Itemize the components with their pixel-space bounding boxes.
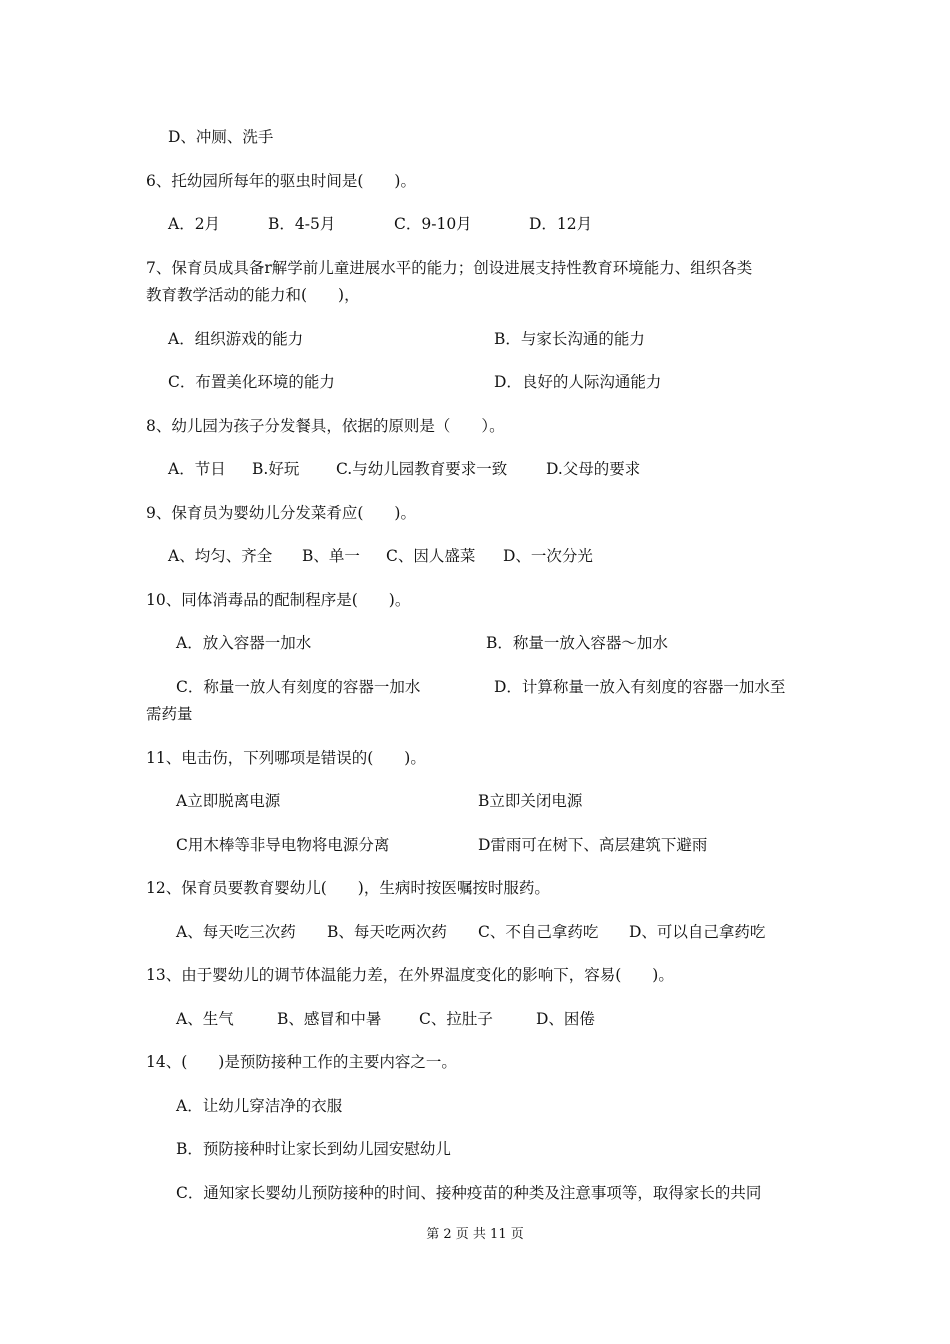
q9-stem: 9、保育员为婴幼儿分发菜肴应( )。 (146, 504, 416, 522)
q12-option-d: D、可以自己拿药吃 (629, 923, 766, 941)
q8-option-c: C.与幼儿园教育要求一致 (336, 460, 508, 478)
q7-option-d: D．良好的人际沟通能力 (494, 373, 662, 391)
q11-option-c: C用木棒等非导电物将电源分离 (176, 836, 390, 854)
q10-option-a: A．放入容器一加水 (176, 634, 312, 652)
q13-option-b: B、感冒和中暑 (277, 1010, 382, 1028)
q14-option-b: B．预防接种时让家长到幼儿园安慰幼儿 (176, 1140, 451, 1158)
q7-option-b: B．与家长沟通的能力 (494, 330, 645, 348)
q5-option-d: D、冲厕、洗手 (168, 128, 274, 146)
q8-option-b: B.好玩 (252, 460, 300, 478)
q13-option-c: C、拉肚子 (419, 1010, 493, 1028)
q13-stem: 13、由于婴幼儿的调节体温能力差，在外界温度变化的影响下，容易( )。 (146, 966, 674, 984)
q8-stem: 8、幼儿园为孩子分发餐具，依据的原则是（ ）。 (146, 417, 505, 435)
q10-option-d-wrap: 需药量 (146, 705, 193, 723)
q9-option-b: B、单一 (302, 547, 360, 565)
q13-option-a: A、生气 (176, 1010, 234, 1028)
q12-stem: 12、保育员要教育婴幼儿( )，生病时按医嘱按时服药。 (146, 879, 550, 897)
q11-stem: 11、电击伤，下列哪项是错误的( )。 (146, 749, 426, 767)
q14-option-c: C．通知家长婴幼儿预防接种的时间、接种疫苗的种类及注意事项等，取得家长的共同 (176, 1184, 762, 1202)
q9-option-d: D、一次分光 (503, 547, 593, 565)
q12-option-a: A、每天吃三次药 (176, 923, 296, 941)
q9-option-a: A、均匀、齐全 (168, 547, 273, 565)
q6-option-a: A．2月 (168, 215, 221, 233)
q8-option-a: A．节日 (168, 460, 226, 478)
q10-option-b: B．称量一放入容器～加水 (486, 634, 668, 652)
q12-option-b: B、每天吃两次药 (327, 923, 447, 941)
q14-option-a: A．让幼儿穿洁净的衣服 (176, 1097, 343, 1115)
q12-option-c: C、不自己拿药吃 (478, 923, 599, 941)
q6-stem: 6、托幼园所每年的驱虫时间是( )。 (146, 172, 416, 190)
q7-stem-line2: 教育教学活动的能力和( )， (146, 286, 360, 304)
q14-stem: 14、( )是预防接种工作的主要内容之一。 (146, 1053, 457, 1071)
q7-stem-line1: 7、保育员成具备r解学前儿童进展水平的能力；创设进展支持性教育环境能力、组织各类 (146, 259, 753, 277)
q10-option-c: C．称量一放人有刻度的容器一加水 (176, 678, 421, 696)
q11-option-b: B立即关闭电源 (478, 792, 583, 810)
q8-option-d: D.父母的要求 (546, 460, 641, 478)
q11-option-d: D雷雨可在树下、高层建筑下避雨 (478, 836, 708, 854)
q6-option-c: C．9-10月 (394, 215, 472, 233)
q13-option-d: D、困倦 (536, 1010, 595, 1028)
q6-option-d: D．12月 (529, 215, 593, 233)
q6-option-b: B．4-5月 (268, 215, 336, 233)
q10-option-d: D．计算称量一放入有刻度的容器一加水至 (494, 678, 786, 696)
q7-option-a: A．组织游戏的能力 (168, 330, 304, 348)
q9-option-c: C、因人盛菜 (386, 547, 476, 565)
page-number: 第 2 页 共 11 页 (426, 1227, 524, 1242)
q11-option-a: A立即脱离电源 (176, 792, 281, 810)
q7-option-c: C．布置美化环境的能力 (168, 373, 335, 391)
q10-stem: 10、同体消毒品的配制程序是( )。 (146, 591, 411, 609)
